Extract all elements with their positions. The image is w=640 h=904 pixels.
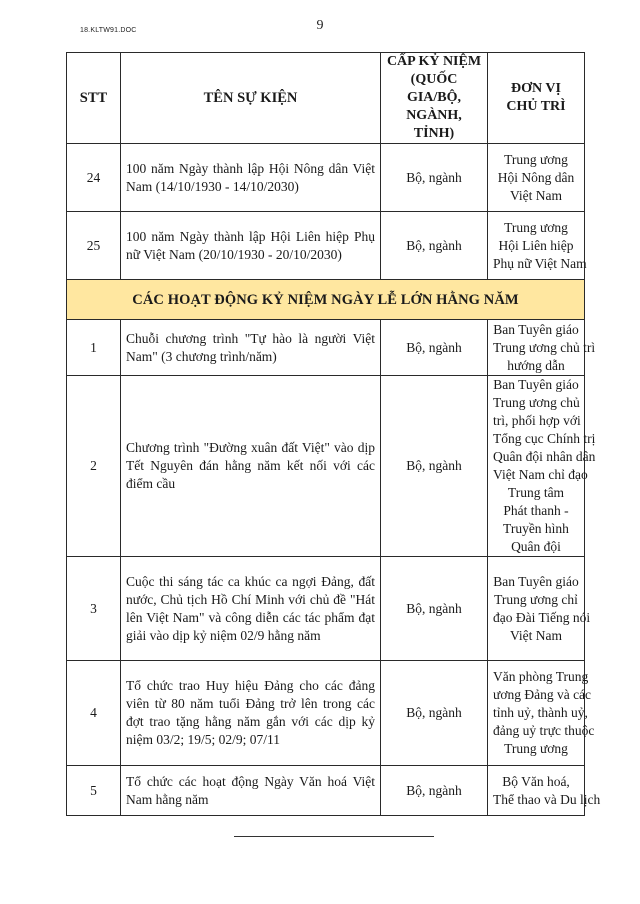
row-event-name: 100 năm Ngày thành lập Hội Liên hiệp Phụ nữ Việt Nam (20/10/1930 - 20/10/2030) [121,212,381,280]
row-unit-line: Quân đội nhân dân [493,449,596,464]
row-unit-line: Ban Tuyên giáo [493,321,579,337]
row-unit-line: Phát thanh - [503,503,569,518]
row-unit-line: ương Đảng và các [493,687,592,702]
row-unit [488,766,601,816]
table-row [67,557,585,661]
section-title: CÁC HOẠT ĐỘNG KỶ NIỆM NGÀY LỄ LỚN HẰNG NĂM [67,280,585,320]
header-level [381,53,488,144]
table-row [67,661,585,766]
header-level-line: NGÀNH, TỈNH) [406,108,462,141]
row-event-name: Chuỗi chương trình "Tự hào là người Việt Nam" (3 chương trình/năm) [121,320,381,376]
row-unit [488,661,595,766]
row-unit-line: Hội Nông dân [497,169,575,185]
table-row [67,212,585,280]
row-unit-line: Việt Nam chỉ đạo [493,467,588,482]
row-event-name: Tổ chức trao Huy hiệu Đảng cho các đảng viên từ 80 năm tuổi Đảng trở lên trong các đợt trao tặng hằng năm gắn với các dịp kỷ niệm 03/2; 19/5; 02/9; 07/11 [121,661,381,766]
events-body [67,144,601,816]
header-stt: STT [67,53,121,144]
row-stt: 1 [67,320,121,376]
row-unit-line: Phụ nữ Việt Nam [493,255,587,271]
row-unit-line: Trung ương [504,219,568,235]
row-unit-line: hướng dẫn [507,357,565,373]
row-unit-line: Việt Nam [509,627,563,643]
row-unit-line: tỉnh uỷ, thành uỷ, [493,705,588,720]
events-table [66,52,601,816]
document-code: 18.KLTW91.DOC [80,27,137,34]
row-stt: 25 [67,212,121,280]
header-level-line: (QUỐC GIA/BỘ, [406,72,462,105]
header-level-line: CẤP KỶ NIỆM [386,54,482,69]
row-level: Bộ, ngành [381,557,488,661]
footer-rule [234,836,434,837]
header-unit [488,53,585,144]
table-row [67,320,585,376]
row-unit-line: Truyền hình [503,521,569,536]
row-stt: 24 [67,144,121,212]
header-unit-line: ĐƠN VỊ [511,81,561,96]
row-unit [488,212,585,280]
table-row [67,766,585,816]
row-unit-line: trì, phối hợp với [493,413,581,428]
row-unit-line: Trung ương chủ trì [493,339,596,355]
row-unit-line: Việt Nam [509,187,563,203]
row-level: Bộ, ngành [381,144,488,212]
row-unit-line: Bộ Văn hoá, [502,773,570,789]
row-stt: 5 [67,766,121,816]
row-level: Bộ, ngành [381,320,488,376]
row-stt: 4 [67,661,121,766]
row-unit-line: Hội Liên hiệp [498,237,574,253]
row-unit [488,557,591,661]
row-unit-line: Thể thao và Du lịch [493,791,601,807]
table-row [67,376,585,557]
row-unit-line: Quân đội [511,539,561,554]
header-unit-line: CHỦ TRÌ [506,99,566,114]
row-unit-line: Trung ương [504,151,568,167]
row-unit-line: Trung tâm [507,485,565,500]
table-header-row [67,53,585,144]
table-row [67,144,585,212]
row-unit-line: đạo Đài Tiếng nói [493,609,591,625]
row-stt: 3 [67,557,121,661]
page-number: 9 [316,18,324,33]
row-unit-line: Tổng cục Chính trị [493,431,596,446]
row-event-name: Cuộc thi sáng tác ca khúc ca ngợi Đảng, đất nước, Chủ tịch Hồ Chí Minh với chủ đề "Hát lên Việt Nam" và công diễn các tác phẩm đạt giải vào dịp kỷ niệm 02/9 hằng năm [121,557,381,661]
row-unit-line: Trung ương chỉ [494,591,578,607]
row-unit-line: Trung ương [504,741,568,756]
row-unit-line: Ban Tuyên giáo [493,377,579,392]
header-event-name: TÊN SỰ KIỆN [121,53,381,144]
row-level: Bộ, ngành [381,661,488,766]
row-unit [488,144,585,212]
row-unit-line: Trung ương chủ [493,395,580,410]
row-event-name: 100 năm Ngày thành lập Hội Nông dân Việt Nam (14/10/1930 - 14/10/2030) [121,144,381,212]
row-unit-line: Ban Tuyên giáo [493,573,579,589]
row-unit [488,320,596,376]
row-level: Bộ, ngành [381,376,488,557]
row-level: Bộ, ngành [381,766,488,816]
row-stt: 2 [67,376,121,557]
row-event-name: Chương trình "Đường xuân đất Việt" vào dịp Tết Nguyên đán hằng năm kết nối với các điểm cầu [121,376,381,557]
row-unit-line: đảng uỷ trực thuộc [493,723,595,738]
row-level: Bộ, ngành [381,212,488,280]
row-unit-line: Văn phòng Trung [493,669,589,684]
section-row [67,280,585,320]
row-unit [488,376,596,557]
row-event-name: Tổ chức các hoạt động Ngày Văn hoá Việt Nam hằng năm [121,766,381,816]
